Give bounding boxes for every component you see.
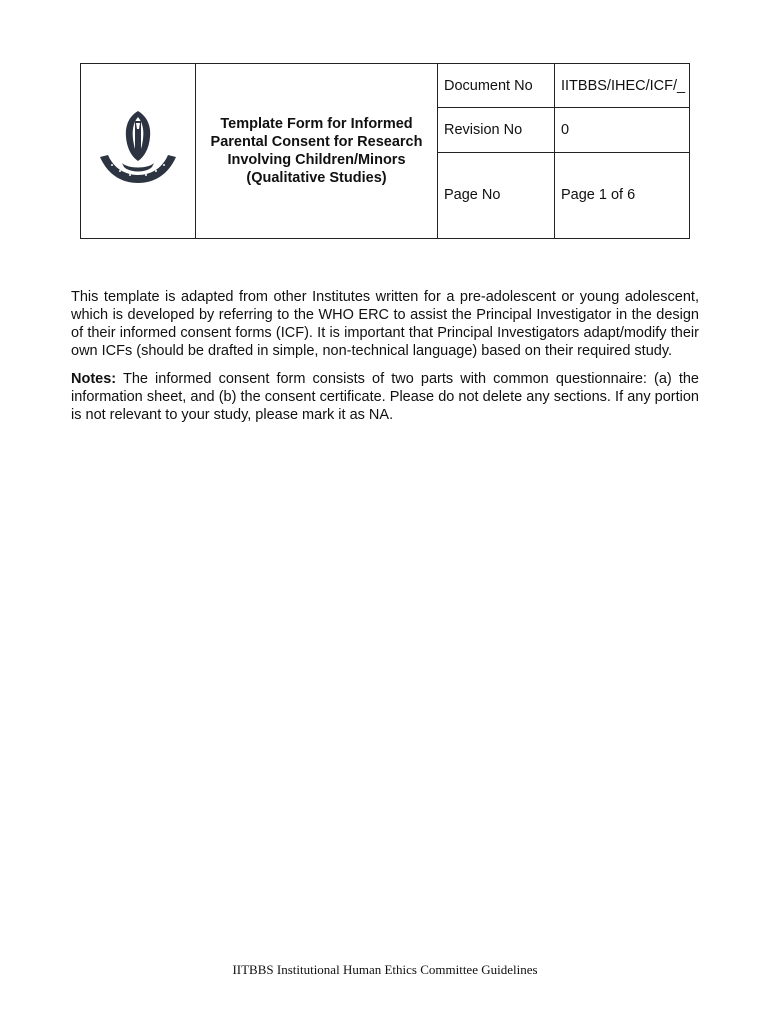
notes-paragraph (71, 370, 699, 424)
page-no-value: Page 1 of 6 (561, 186, 636, 203)
document-title-line: Involving Children/Minors (227, 152, 406, 168)
page-footer: IITBBS Institutional Human Ethics Committee Guidelines (232, 962, 538, 977)
page-no-value-cell (555, 152, 690, 239)
page-no-label-cell (438, 152, 555, 239)
notes-label: Notes: (71, 371, 117, 387)
document-no-value: IITBBS/IHEC/ICF/_ (555, 64, 690, 108)
document-title-cell (196, 64, 438, 239)
notes-text: The informed consent form consists of two parts with common questionnaire: (a) the information sheet, and (b) the consent certificate. Please do not delete any sections. If any portion is not relevant to your study, please mark it as NA. (71, 371, 699, 423)
revision-no-value: 0 (555, 108, 690, 152)
revision-no-label: Revision No (438, 108, 555, 152)
document-title-line: Parental Consent for Research (210, 134, 423, 150)
intro-paragraph: This template is adapted from other Institutes written for a pre-adolescent or young adolescent, which is developed by referring to the WHO ERC to assist the Principal Investigator in the design of their informed consent forms (ICF). It is important that Principal Investigators adapt/modify their own ICFs (should be drafted in simple, non-technical language) based on their required study. (71, 289, 699, 359)
document-body (71, 288, 699, 434)
document-title-line: (Qualitative Studies) (246, 170, 387, 186)
document-no-label: Document No (438, 64, 555, 108)
document-title-line: Template Form for Informed (220, 116, 413, 132)
page-no-label: Page No (444, 186, 501, 203)
document-header-table (80, 63, 690, 239)
institute-seal-icon (92, 103, 184, 195)
logo-cell (81, 64, 196, 239)
